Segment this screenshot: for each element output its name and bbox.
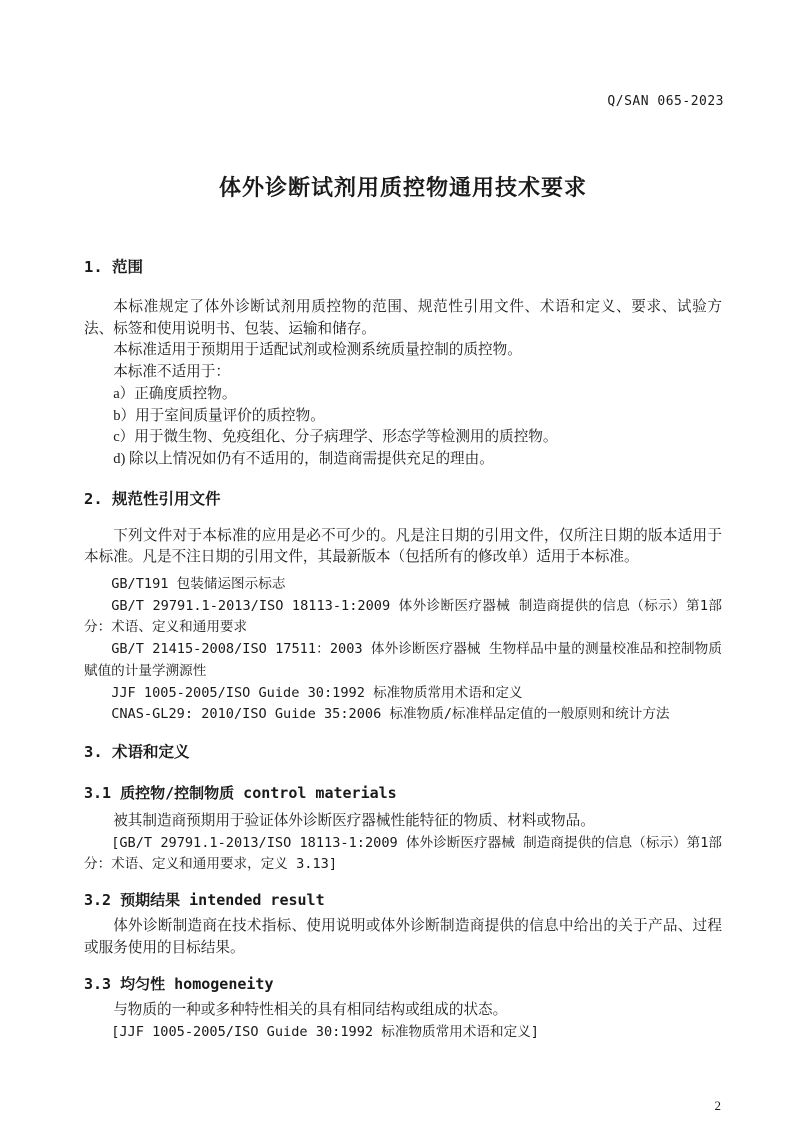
section-2-reference-3: GB/T 21415-2008/ISO 17511：2003 体外诊断医疗器械 生物样品中量的测量校准品和控制物质赋值的计量学溯源性: [84, 641, 722, 679]
section-2-reference-2: GB/T 29791.1-2013/ISO 18113-1:2009 体外诊断医疗器械 制造商提供的信息（标示）第1部分：术语、定义和通用要求: [84, 597, 722, 636]
section-1-paragraph-exclusions-intro: 本标准不适用于：: [113, 364, 230, 381]
section-1-paragraph-scope: 本标准规定了体外诊断试剂用质控物的范围、规范性引用文件、术语和定义、要求、试验方法、标签和使用说明书、包装、运输和储存。: [84, 299, 722, 337]
section-3-3-citation: [JJF 1005-2005/ISO Guide 30:1992 标准物质常用术语和定义]: [111, 1024, 539, 1041]
document-content: [84, 0, 722, 1044]
section-1-list-item-c: c）用于微生物、免疫组化、分子病理学、形态学等检测用的质控物。: [113, 429, 558, 446]
section-3-heading: 3. 术语和定义: [84, 742, 190, 761]
section-3-1-heading: 3.1 质控物/控制物质 control materials: [84, 783, 397, 802]
section-3-3-definition: 与物质的一种或多种特性相关的具有相同结构或组成的状态。: [113, 1002, 508, 1019]
section-3-1-citation: [GB/T 29791.1-2013/ISO 18113-1:2009 体外诊断医疗器械 制造商提供的信息（标示）第1部分：术语、定义和通用要求，定义 3.13]: [84, 834, 722, 873]
section-1-heading: 1. 范围: [84, 258, 143, 276]
section-3-2-heading: 3.2 预期结果 intended result: [84, 891, 325, 910]
section-1-list-item-d: d) 除以上情况如仍有不适用的，制造商需提供充足的理由。: [113, 450, 494, 467]
section-1-list-item-a: a）正确度质控物。: [113, 385, 237, 402]
section-1-list-item-b: b）用于室间质量评价的质控物。: [113, 407, 325, 424]
section-2-reference-4: JJF 1005-2005/ISO Guide 30:1992 标准物质常用术语和定义: [111, 684, 523, 701]
document-title: 体外诊断试剂用质控物通用技术要求: [218, 176, 587, 201]
page-number: 2: [714, 1098, 721, 1113]
document-code: Q/SAN 065-2023: [607, 94, 724, 109]
section-2-reference-5: CNAS-GL29: 2010/ISO Guide 35:2006 标准物质/标准样品定值的一般原则和统计方法: [111, 706, 670, 723]
section-2-reference-1: GB/T191 包装储运图示标志: [111, 576, 286, 593]
section-2-intro-paragraph: 下列文件对于本标准的应用是必不可少的。凡是注日期的引用文件，仅所注日期的版本适用于本标准。凡是不注日期的引用文件，其最新版本（包括所有的修改单）适用于本标准。: [84, 527, 722, 566]
section-1-paragraph-applicability: 本标准适用于预期用于适配试剂或检测系统质量控制的质控物。: [113, 342, 522, 359]
section-3-2-definition: 体外诊断制造商在技术指标、使用说明或体外诊断制造商提供的信息中给出的关于产品、过程或服务使用的目标结果。: [84, 918, 722, 956]
section-3-1-definition: 被其制造商预期用于验证体外诊断医疗器械性能特征的物质、材料或物品。: [113, 812, 595, 829]
section-3-3-heading: 3.3 均匀性 homogeneity: [84, 975, 274, 994]
section-2-heading: 2. 规范性引用文件: [84, 489, 221, 508]
